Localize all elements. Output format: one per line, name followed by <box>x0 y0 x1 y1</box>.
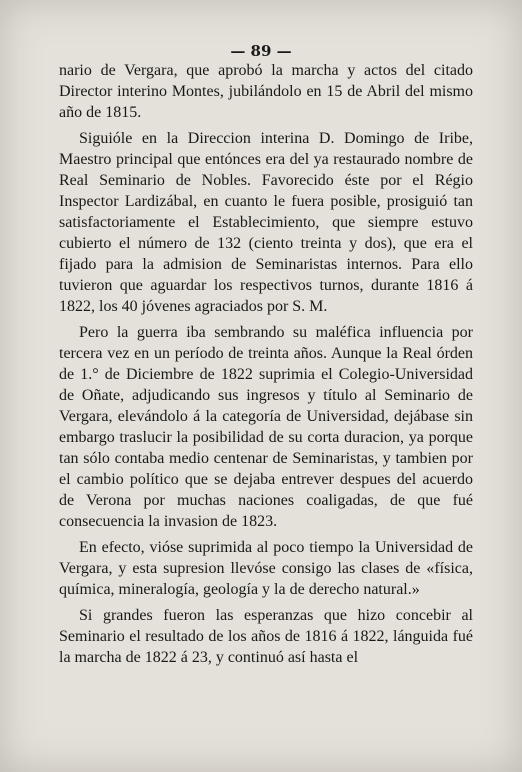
paragraph-5: Si grandes fueron las esperanzas que hizo concebir al Seminario el resultado de los años de 1816 á 1822, lánguida fué la marcha de 1822 á 23, y continuó así hasta el <box>59 607 473 666</box>
paragraph-1: nario de Vergara, que aprobó la marcha y actos del citado Director interino Montes, jubilándolo en 15 de Abril del mismo año de 1815. <box>59 62 473 121</box>
page-number: — 89 — <box>230 42 292 60</box>
paragraph-4: En efecto, vióse suprimida al poco tiempo la Universidad de Vergara, y esta supresion llevóse consigo las clases de «física, química, mineralogía, geología y la de derecho natural.» <box>59 539 473 598</box>
body-text <box>59 60 473 668</box>
paragraph-3: Pero la guerra iba sembrando su maléfica influencia por tercera vez en un período de treinta años. Aunque la Real órden de 1.° de Diciembre de 1822 suprimia el Colegio-Universidad de Oñate, adjudicando sus ingresos y título al Seminario de Vergara, elevándolo á la categoría de Universidad, dejábase sin embargo traslucir la posibilidad de su corta duracion, ya porque tan sólo contaba medio centenar de Seminaristas, y tambien por el cambio político que se dejaba entrever despues del acuerdo de Verona por muchas naciones coaligadas, de que fué consecuencia la invasion de 1823. <box>59 324 473 530</box>
paragraph-2: Siguióle en la Direccion interina D. Domingo de Iribe, Maestro principal que entónces era del ya restaurado nombre de Real Seminario de Nobles. Favorecido éste por el Régio Inspector Lardizábal, en cuanto le fuera posible, prosiguió tan satisfactoriamente el Establecimiento, que siempre estuvo cubierto el número de 132 (ciento treinta y dos), que era el fijado para la admision de Seminaristas internos. Para ello tuvieron que aguardar los respectivos turnos, durante 1816 á 1822, los 40 jóvenes agraciados por S. M. <box>59 130 473 315</box>
